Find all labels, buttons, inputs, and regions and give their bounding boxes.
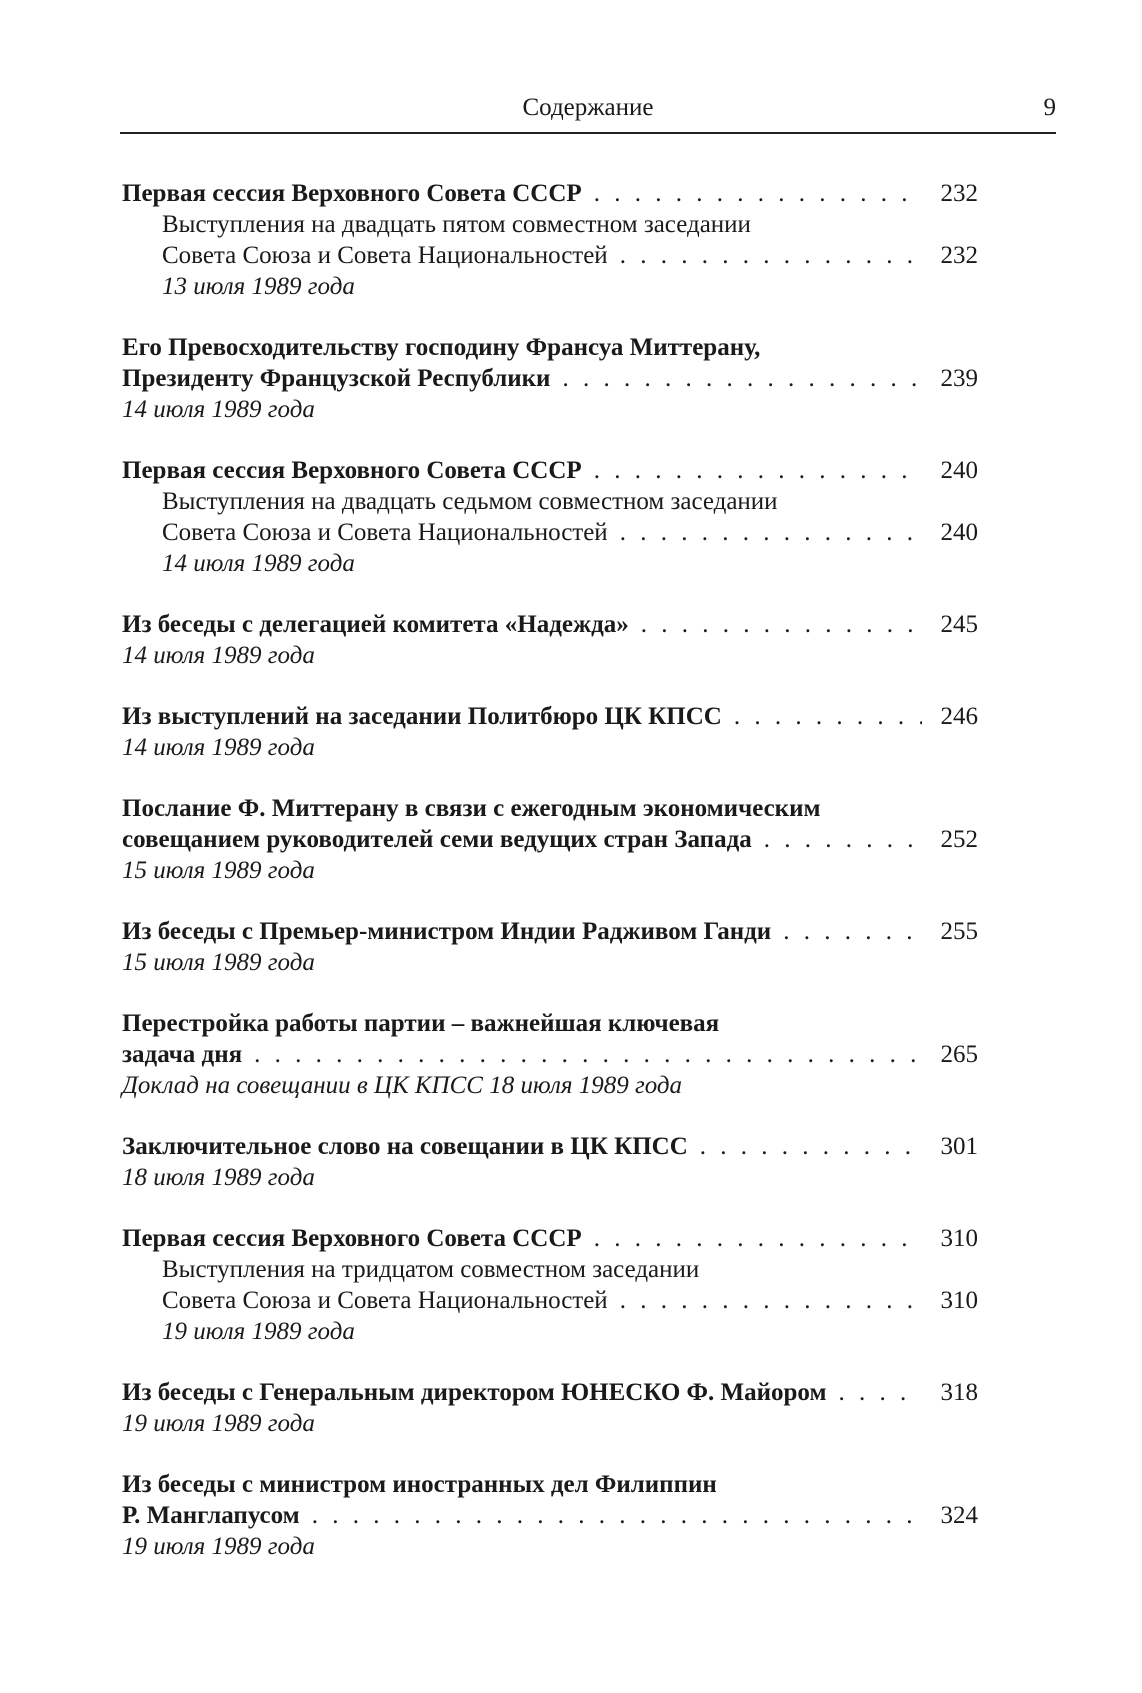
- toc-entry-date: 14 июля 1989 года: [122, 734, 315, 761]
- toc-subentry-line: [122, 486, 978, 517]
- dot-leader: [562, 363, 922, 394]
- header-page-number: 9: [1043, 94, 1056, 121]
- toc-entry-title: Из беседы с Премьер-министром Индии Радживом Ганди: [122, 918, 772, 945]
- toc-entry-title-line: [122, 178, 978, 209]
- toc-subentry-title: Совета Союза и Совета Национальностей: [162, 1287, 608, 1314]
- toc-entry[interactable]: [122, 332, 978, 425]
- dot-leader: [594, 178, 922, 209]
- toc-entry-title: Из беседы с Генеральным директором ЮНЕСКО Ф. Майором: [122, 1379, 827, 1406]
- toc-entry-date: 18 июля 1989 года: [122, 1164, 315, 1191]
- dot-leader: [254, 1039, 922, 1070]
- header-title: Содержание: [522, 94, 654, 121]
- toc-entry-title-line: [122, 824, 978, 855]
- toc-entry-page: 246: [940, 703, 978, 730]
- toc-entry-page: 265: [940, 1041, 978, 1068]
- toc-entry-title: Из беседы с министром иностранных дел Филиппин: [122, 1471, 717, 1498]
- toc-entry-title-line: [122, 455, 978, 486]
- toc-entry-title-line: [122, 1469, 978, 1500]
- toc-entry-title: Из беседы с делегацией комитета «Надежда»: [122, 611, 629, 638]
- toc-entry-title-line: [122, 609, 978, 640]
- dot-leader: [620, 1285, 922, 1316]
- toc-entry-title: Его Превосходительству господину Франсуа Миттерану,: [122, 334, 761, 361]
- toc-entry-title: Президенту Французской Республики: [122, 365, 551, 392]
- toc-entry[interactable]: [122, 916, 978, 978]
- toc-entry-title: Первая сессия Верховного Совета СССР: [122, 1225, 582, 1252]
- toc-entry-date: 13 июля 1989 года: [162, 273, 355, 300]
- toc-entry-title-line: [122, 1008, 978, 1039]
- toc-entry-title-line: [122, 363, 978, 394]
- toc-entry-date: 19 июля 1989 года: [162, 1318, 355, 1345]
- toc-entry-date: 15 июля 1989 года: [122, 857, 315, 884]
- toc-entry[interactable]: [122, 178, 978, 302]
- dot-leader: [312, 1500, 922, 1531]
- toc-entry-title-line: [122, 916, 978, 947]
- toc-entry-page: 239: [940, 365, 978, 392]
- toc-entry-date: 14 июля 1989 года: [122, 642, 315, 669]
- toc-entry-page: 240: [940, 457, 978, 484]
- toc-subentry-line: [122, 517, 978, 548]
- toc-entry-title: Р. Манглапусом: [122, 1502, 300, 1529]
- toc-entry[interactable]: [122, 793, 978, 886]
- toc-entry-title-line: [122, 701, 978, 732]
- running-header: [120, 92, 1056, 134]
- toc-entry-title: Из выступлений на заседании Политбюро ЦК КПСС: [122, 703, 722, 730]
- toc-entry-title: Послание Ф. Миттерану в связи с ежегодным экономическим: [122, 795, 821, 822]
- dot-leader: [838, 1377, 922, 1408]
- toc-entry-title-line: [122, 793, 978, 824]
- dot-leader: [641, 609, 922, 640]
- table-of-contents: [122, 178, 978, 1592]
- dot-leader: [620, 517, 922, 548]
- toc-entry-title-line: [122, 1131, 978, 1162]
- toc-entry-page: 324: [940, 1502, 978, 1529]
- toc-entry-page: 252: [940, 826, 978, 853]
- toc-subentry-title: Выступления на двадцать седьмом совместном заседании: [162, 488, 778, 515]
- toc-entry-date: 14 июля 1989 года: [162, 550, 355, 577]
- toc-entry-date: 15 июля 1989 года: [122, 949, 315, 976]
- toc-entry[interactable]: [122, 455, 978, 579]
- toc-entry-title: Первая сессия Верховного Совета СССР: [122, 457, 582, 484]
- dot-leader: [700, 1131, 922, 1162]
- toc-entry-page: 301: [940, 1133, 978, 1160]
- toc-subentry-title: Выступления на двадцать пятом совместном заседании: [162, 211, 751, 238]
- toc-entry-title: Перестройка работы партии – важнейшая ключевая: [122, 1010, 720, 1037]
- toc-entry-page: 245: [940, 611, 978, 638]
- toc-entry-page: 255: [940, 918, 978, 945]
- dot-leader: [764, 824, 922, 855]
- toc-entry-page: 318: [940, 1379, 978, 1406]
- toc-entry-title-line: [122, 1500, 978, 1531]
- dot-leader: [594, 1223, 922, 1254]
- toc-subentry-line: [122, 240, 978, 271]
- toc-entry-title-line: [122, 332, 978, 363]
- toc-entry[interactable]: [122, 609, 978, 671]
- toc-entry-page: 232: [940, 180, 978, 207]
- dot-leader: [734, 701, 922, 732]
- toc-entry-title: совещанием руководителей семи ведущих стран Запада: [122, 826, 752, 853]
- dot-leader: [594, 455, 922, 486]
- toc-subentry-title: Выступления на тридцатом совместном заседании: [162, 1256, 700, 1283]
- toc-entry[interactable]: [122, 1377, 978, 1439]
- toc-entry[interactable]: [122, 1469, 978, 1562]
- toc-entry[interactable]: [122, 1223, 978, 1347]
- toc-entry-title: Первая сессия Верховного Совета СССР: [122, 180, 582, 207]
- toc-subentry-page: 240: [940, 519, 978, 546]
- toc-subentry-line: [122, 1285, 978, 1316]
- toc-entry-page: 310: [940, 1225, 978, 1252]
- toc-subentry-page: 310: [940, 1287, 978, 1314]
- toc-subentry-page: 232: [940, 242, 978, 269]
- toc-entry[interactable]: [122, 701, 978, 763]
- toc-entry-title-line: [122, 1039, 978, 1070]
- dot-leader: [783, 916, 922, 947]
- toc-subentry-title: Совета Союза и Совета Национальностей: [162, 242, 608, 269]
- toc-entry-date: 14 июля 1989 года: [122, 396, 315, 423]
- toc-entry[interactable]: [122, 1131, 978, 1193]
- toc-entry-title: Заключительное слово на совещании в ЦК КПСС: [122, 1133, 688, 1160]
- toc-subentry-line: [122, 1254, 978, 1285]
- toc-subentry-line: [122, 209, 978, 240]
- toc-entry-title-line: [122, 1223, 978, 1254]
- toc-entry-date: 19 июля 1989 года: [122, 1533, 315, 1560]
- toc-entry-title-line: [122, 1377, 978, 1408]
- dot-leader: [620, 240, 922, 271]
- toc-subentry-title: Совета Союза и Совета Национальностей: [162, 519, 608, 546]
- toc-entry-date: 19 июля 1989 года: [122, 1410, 315, 1437]
- toc-entry[interactable]: [122, 1008, 978, 1101]
- toc-entry-title: задача дня: [122, 1041, 243, 1068]
- toc-entry-date: Доклад на совещании в ЦК КПСС 18 июля 1989 года: [122, 1072, 683, 1099]
